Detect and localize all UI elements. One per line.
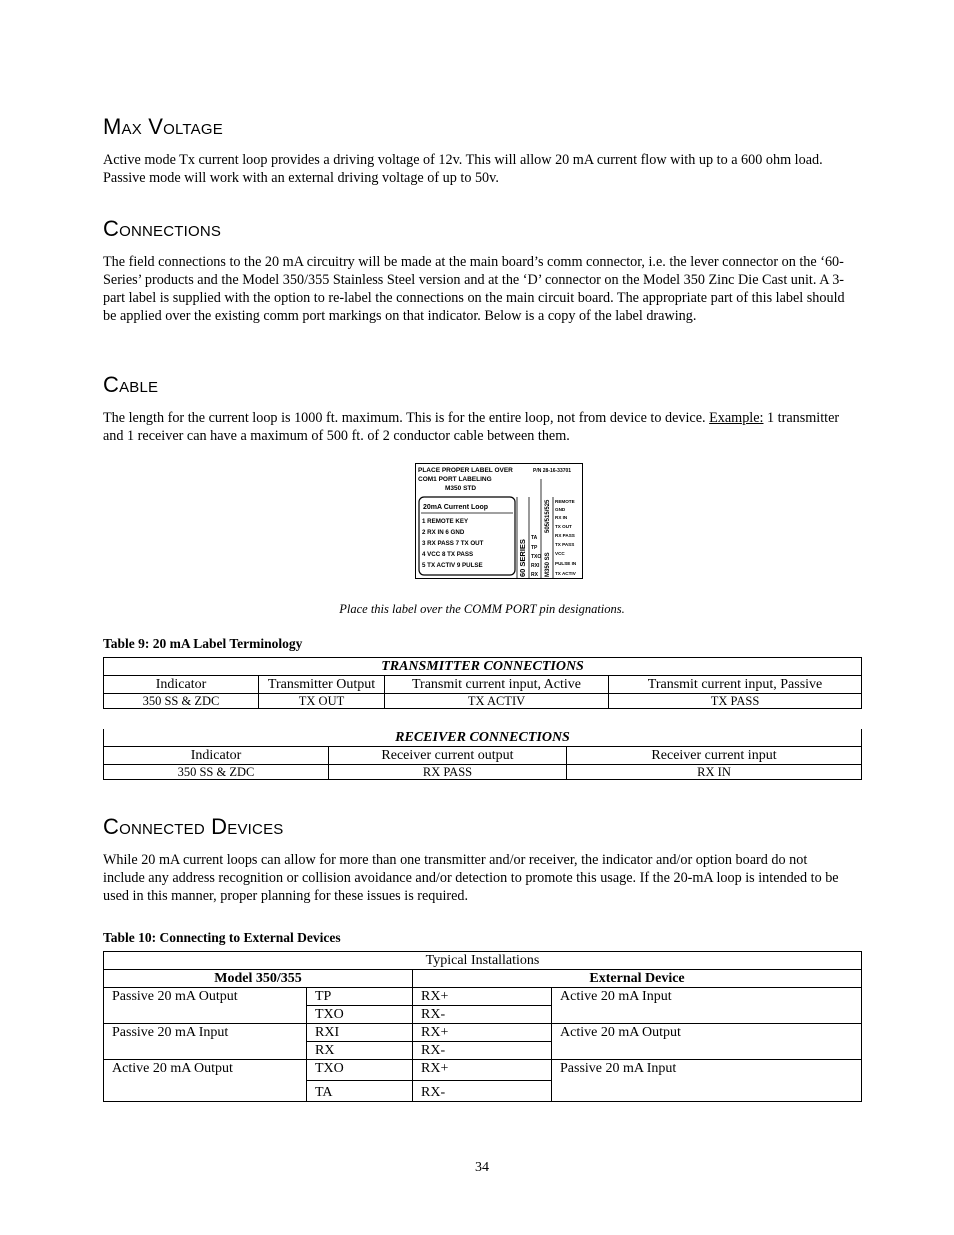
label-right-pin: REMOTE — [555, 499, 575, 504]
heading-connected-devices: Connected Devices — [103, 814, 284, 839]
label-box-title: 20mA Current Loop — [423, 504, 489, 511]
table10-title: Typical Installations — [104, 952, 862, 970]
table10-caption: Table 10: Connecting to External Devices — [103, 930, 341, 945]
label-right-pin: RX IN — [555, 515, 568, 520]
label-right-pin: GND — [555, 507, 566, 512]
heading-connections: Connections — [103, 216, 222, 241]
label-line1: PLACE PROPER LABEL OVER — [418, 467, 513, 474]
paragraph-connections: The field connections to the 20 mA circuitry will be made at the main board’s comm connector, i.e. the lever connector on the ‘60-Series’ products and the Model 350/355 Stainless Steel version and at the ‘D’ connector on the Model 350 Zinc Die Cast unit. A 3-part label is supplied with the option to re-label the connections on the main circuit board. The appropriate part of this label should be applied over the existing comm port markings on that indicator. Below is a copy of the label drawing. — [103, 254, 845, 324]
paragraph-cable — [103, 409, 861, 445]
paragraph-max-voltage: Active mode Tx current loop provides a driving voltage of 12v. This will allow 20 mA current flow with up to a 600 ohm load. Passive mode will work with an external driving voltage of up to 50v. — [103, 152, 823, 186]
table9-col-header: Indicator — [104, 676, 259, 694]
table10-ext-pin: RX- — [413, 1006, 552, 1024]
table10-pin: TP — [307, 988, 413, 1006]
table9-cell: TX ACTIV — [385, 694, 609, 709]
table-row — [104, 1024, 862, 1042]
table9-cell: RX IN — [567, 765, 862, 780]
table-row — [104, 988, 862, 1006]
label-side-505: 505/515/525 — [545, 499, 551, 533]
table9-col-header: Receiver current input — [567, 747, 862, 765]
table10-model: Active 20 mA Output — [104, 1060, 307, 1102]
label-right-pin: VCC — [555, 551, 565, 556]
label-right-pin: TX ACTIV — [555, 571, 576, 576]
label-side-m350: M350 SS — [545, 552, 551, 577]
table10-device: Active 20 mA Output — [552, 1024, 862, 1060]
table9-tx-header: TRANSMITTER CONNECTIONS — [104, 658, 862, 676]
table9-col-header: Transmit current input, Passive — [609, 676, 862, 694]
label-key-row: 1 REMOTE KEY — [422, 518, 469, 525]
example-label: Example: — [709, 410, 764, 426]
table10-ext-pin: RX- — [413, 1081, 552, 1102]
cable-text-2: 1 transmitter and 1 receiver can have a maximum of 500 ft. of 2 conductor cable between them. — [103, 410, 840, 444]
table10-ext-pin: RX- — [413, 1042, 552, 1060]
table9-col-header: Receiver current output — [329, 747, 567, 765]
label-key-row: 5 TX ACTIV 9 PULSE — [422, 562, 483, 569]
label-right-pin: RX PASS — [555, 533, 575, 538]
label-pn: P/N 28-16-33701 — [533, 468, 572, 474]
table9-cell: 350 SS & ZDC — [104, 765, 329, 780]
label-mid-pin: TXO — [531, 554, 542, 560]
label-line3: M350 STD — [445, 485, 477, 492]
label-mid-pin: TP — [531, 545, 538, 551]
table10-pin: TXO — [307, 1060, 413, 1081]
table9-col-header: Transmitter Output — [259, 676, 385, 694]
table10-model: Passive 20 mA Output — [104, 988, 307, 1024]
label-line2: COM1 PORT LABELING — [418, 476, 492, 483]
label-key-row: 3 RX PASS 7 TX OUT — [422, 540, 484, 547]
table10-ext-pin: RX+ — [413, 988, 552, 1006]
cable-text-1: The length for the current loop is 1000 ft. maximum. This is for the entire loop, not from device to device. — [103, 410, 710, 426]
figure-caption: Place this label over the COMM PORT pin designations. — [339, 602, 625, 616]
table9-rx-header: RECEIVER CONNECTIONS — [104, 729, 862, 747]
table10-col-external: External Device — [413, 970, 862, 988]
label-side-60: 60 SERIES — [518, 539, 527, 577]
heading-max-voltage: Max Voltage — [103, 114, 223, 139]
table9-cell: TX PASS — [609, 694, 862, 709]
label-mid-pin: RX — [531, 572, 538, 578]
table10-ext-pin: RX+ — [413, 1024, 552, 1042]
table10 — [103, 951, 862, 1102]
page-number: 34 — [475, 1160, 489, 1175]
table10-pin: RX — [307, 1042, 413, 1060]
table10-device: Active 20 mA Input — [552, 988, 862, 1024]
table9-receiver — [103, 729, 862, 780]
label-right-pin: TX OUT — [555, 524, 572, 529]
label-right-pin: PULSE IN — [555, 561, 577, 566]
table10-ext-pin: RX+ — [413, 1060, 552, 1081]
table9-cell: 350 SS & ZDC — [104, 694, 259, 709]
label-key-row: 4 VCC 8 TX PASS — [422, 551, 474, 558]
heading-cable: Cable — [103, 372, 159, 397]
table10-col-model: Model 350/355 — [104, 970, 413, 988]
table10-pin: RXI — [307, 1024, 413, 1042]
label-mid-pin: TA — [531, 535, 538, 541]
table-row — [104, 1060, 862, 1081]
label-mid-pin: RXI — [531, 563, 540, 569]
table9-col-header: Transmit current input, Active — [385, 676, 609, 694]
label-right-pin: TX PASS — [555, 542, 575, 547]
label-drawing — [415, 463, 583, 579]
paragraph-connected-devices: While 20 mA current loops can allow for more than one transmitter and/or receiver, the indicator and/or option board do not include any address recognition or collision avoidance and/or detection to promote this usage. If the 20-mA loop is intended to be used in this manner, proper planning for these issues is required. — [103, 852, 839, 904]
table10-model: Passive 20 mA Input — [104, 1024, 307, 1060]
table9-col-header: Indicator — [104, 747, 329, 765]
table10-pin: TA — [307, 1081, 413, 1102]
label-key-row: 2 RX IN 6 GND — [422, 529, 465, 536]
table10-device: Passive 20 mA Input — [552, 1060, 862, 1102]
table9-cell: TX OUT — [259, 694, 385, 709]
table10-pin: TXO — [307, 1006, 413, 1024]
table9-cell: RX PASS — [329, 765, 567, 780]
table9-caption: Table 9: 20 mA Label Terminology — [103, 636, 303, 651]
table9-transmitter — [103, 657, 862, 709]
